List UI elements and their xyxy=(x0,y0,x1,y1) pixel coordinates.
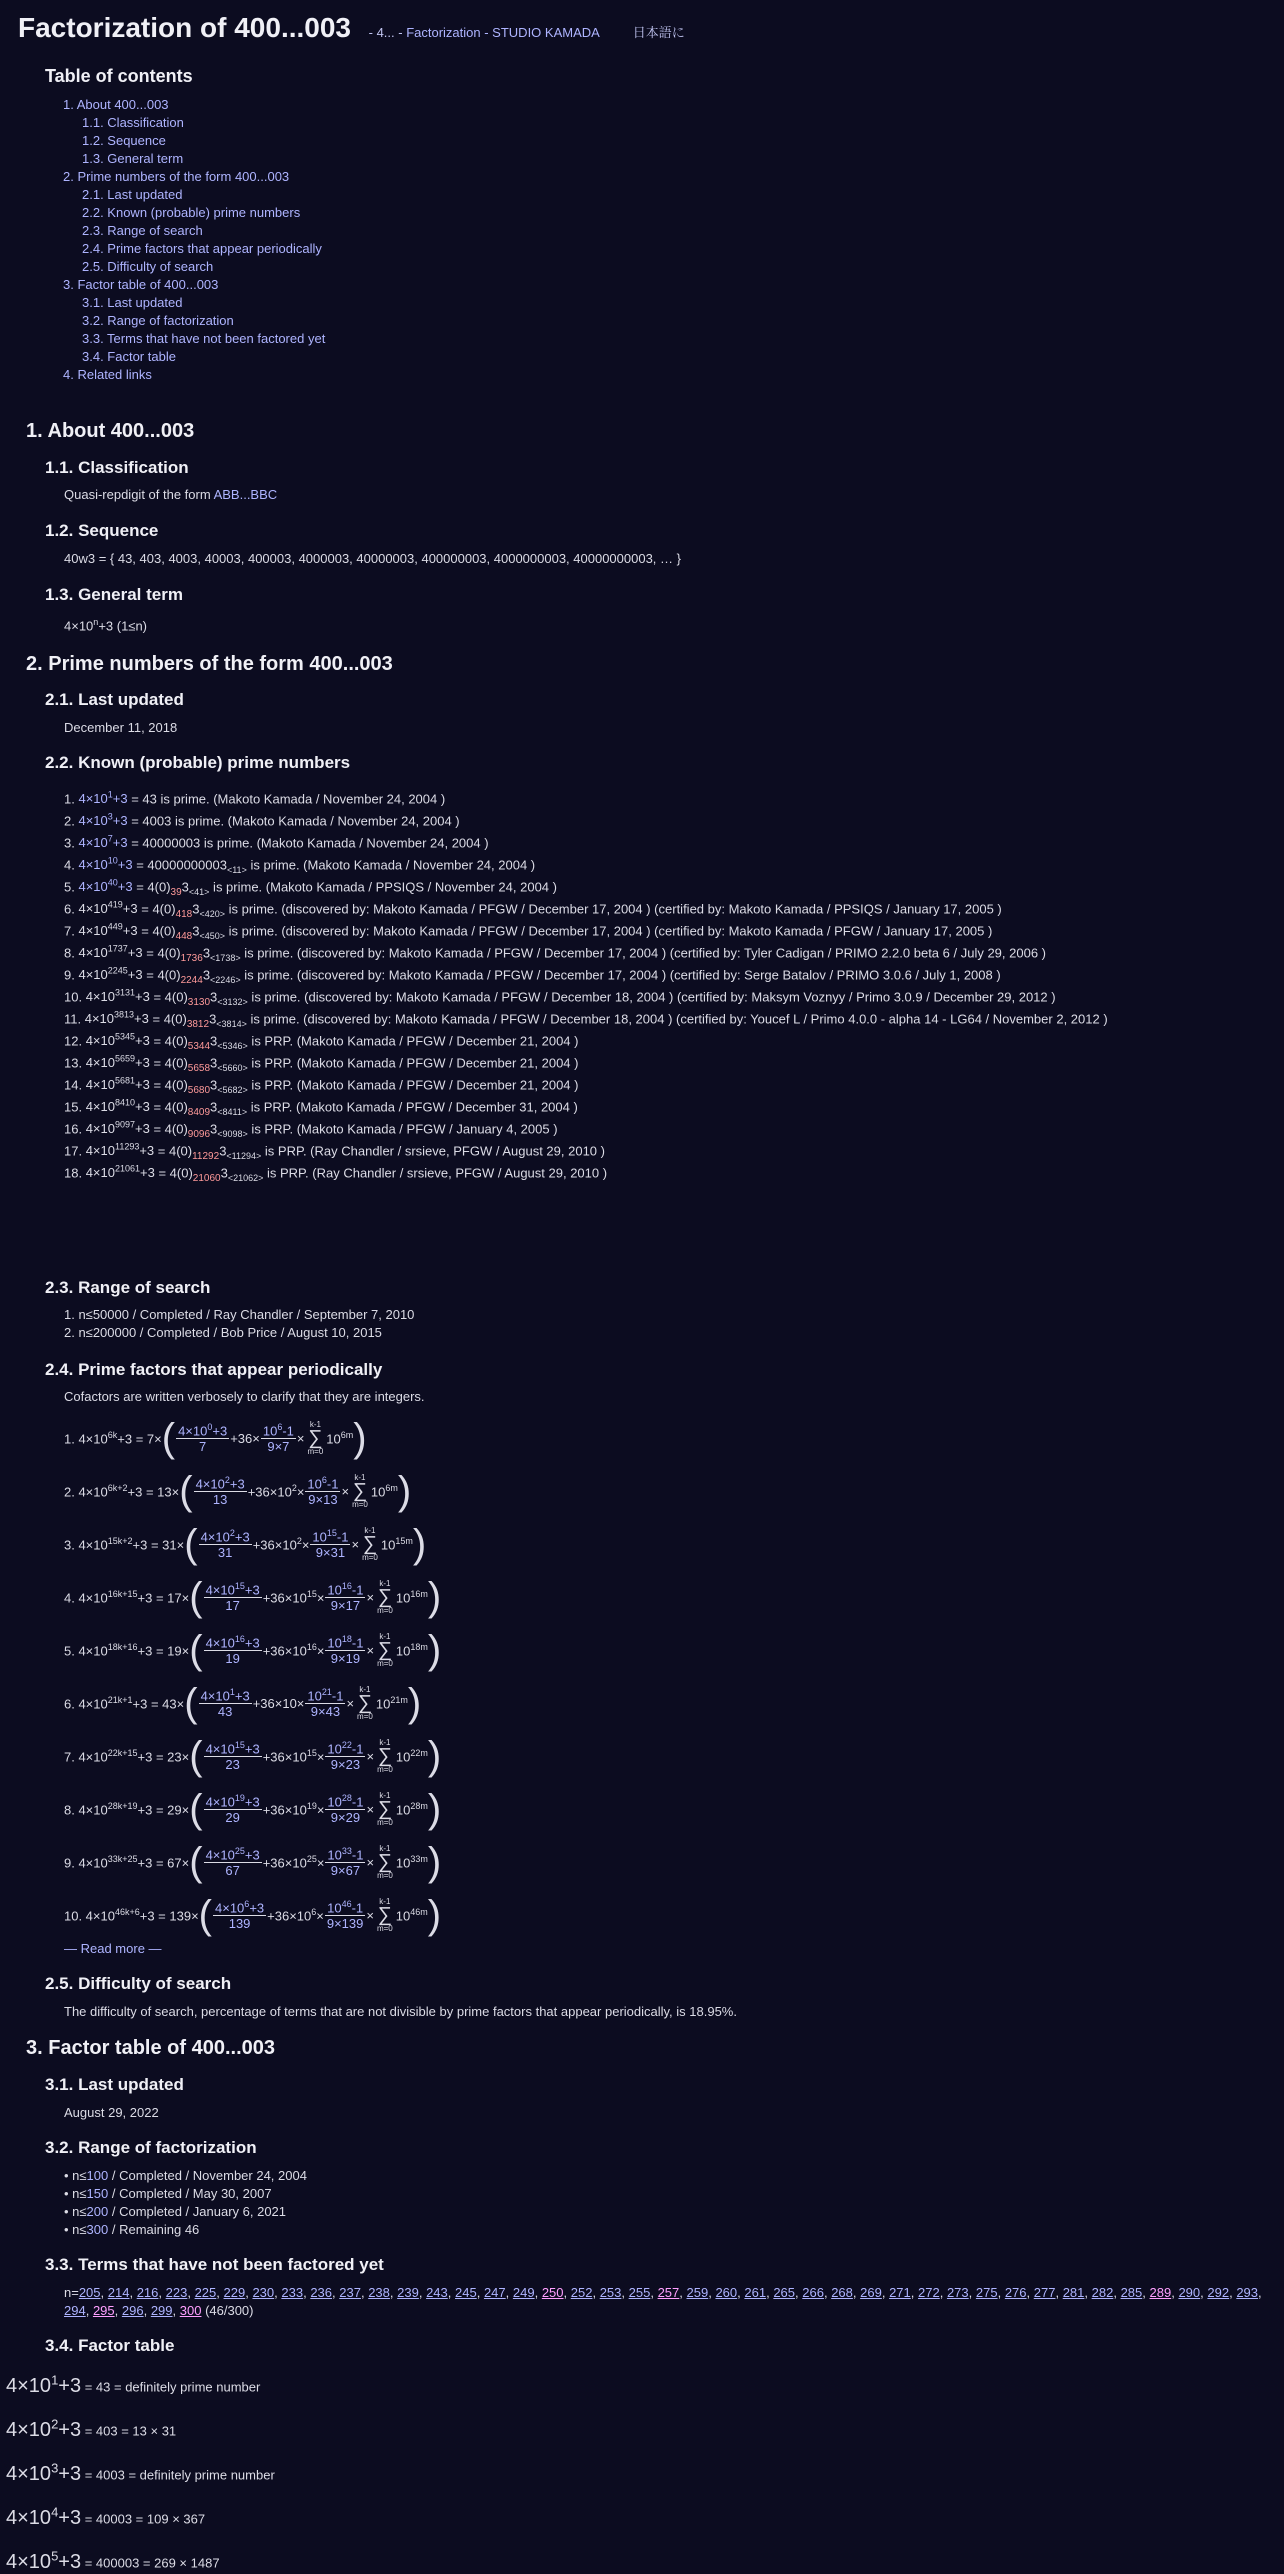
factorization-range-item: • n≤300 / Remaining 46 xyxy=(64,2222,200,2237)
periodic-formula: 9. $4\times 10^{33k+25}+3 = 67\times$ ( $\frac{4\times 10^{25}+3}{67}$ $+36\times 10^{25}\times$ $\frac{10^{33}-1}{9\times 67}$ × k-1 ∑ m=0 $10^{33m}$ ) xyxy=(64,1840,442,1884)
sequence-heading: 1.2. Sequence xyxy=(45,521,159,540)
prime-item: 3. $4\times 10^7+3 = 40000003$ is prime. (Makoto Kamada / November 24, 2004 ) xyxy=(64,834,489,851)
factor-row: $4\times 10^3+3 = 4003$ = definitely prime number xyxy=(6,2460,275,2485)
s2-last-updated-date: December 11, 2018 xyxy=(64,720,178,735)
s2-last-updated-heading: 2.1. Last updated xyxy=(45,690,184,709)
toc-item[interactable]: 2. Prime numbers of the form 400...003 xyxy=(63,169,290,184)
unfactored-term-link[interactable]: 273 xyxy=(946,2285,969,2300)
factorization-range-item: • n≤150 / Completed / May 30, 2007 xyxy=(64,2186,272,2201)
unfactored-term-link[interactable]: 260 xyxy=(715,2285,738,2300)
periodic-formula: 8. $4\times 10^{28k+19}+3 = 29\times$ ( $\frac{4\times 10^{19}+3}{29}$ $+36\times 10^{19}\times$ $\frac{10^{28}-1}{9\times 29}$ × k-1 ∑ m=0 $10^{28m}$ ) xyxy=(64,1787,442,1831)
periodic-formula: 1. $4\times 10^{6k}+3 = 7\times$ ( $\frac{4\times 10^0+3}{7}$ +36× $\frac{10^6-1}{9\times 7}$ × k-1 ∑ m=0 $10^{6m}$ ) xyxy=(64,1416,367,1460)
unfactored-term-link[interactable]: 300 xyxy=(179,2303,202,2318)
range-of-search-heading: 2.3. Range of search xyxy=(45,1278,211,1297)
periodic-formula: 2. $4\times 10^{6k+2}+3 = 13\times$ ( $\frac{4\times 10^2+3}{13}$ $+36\times 10^2\times$ $\frac{10^6-1}{9\times 13}$ × k-1 ∑ m=0 $10^{6m}$ ) xyxy=(64,1469,412,1513)
toc-item[interactable]: 3. Factor table of 400...003 xyxy=(63,277,219,292)
prime-link[interactable]: $4\times 10^{10}+3$ xyxy=(78,856,133,873)
classification-heading: 1.1. Classification xyxy=(45,458,189,477)
s3-last-updated-date: August 29, 2022 xyxy=(64,2105,159,2120)
prime-item: 10. $4\times 10^{3131}+3 = 4(0)_{3130}3_{<3132>}$ is prime. (discovered by: Makoto Kamada / PFGW / December 18, 2004 ) (certified by: Maksym Voznyy / Primo 3.0.9 / December 29, 2012 ) xyxy=(64,988,1056,1008)
unfactored-term-link[interactable]: 225 xyxy=(194,2285,217,2300)
general-term-heading: 1.3. General term xyxy=(45,585,183,604)
factor-table-heading: 3.4. Factor table xyxy=(45,2336,175,2355)
toc-subitem[interactable]: 1.3. General term xyxy=(82,151,184,166)
unfactored-term-link[interactable]: 259 xyxy=(686,2285,709,2300)
difficulty-text: The difficulty of search, percentage of terms that are not divisible by prime factors that appear periodically, is 18.95%. xyxy=(64,2004,737,2019)
unfactored-term-link[interactable]: 223 xyxy=(165,2285,188,2300)
unfactored-term-link[interactable]: 245 xyxy=(455,2285,477,2300)
unfactored-term-link[interactable]: 230 xyxy=(252,2285,275,2300)
unfactored-term-link[interactable]: 243 xyxy=(426,2285,448,2300)
unfactored-term-link[interactable]: 233 xyxy=(281,2285,304,2300)
unfactored-term-link[interactable]: 236 xyxy=(310,2285,333,2300)
unfactored-term-link[interactable]: 214 xyxy=(107,2285,130,2300)
prime-link[interactable]: $4\times 10^3+3$ xyxy=(78,812,128,829)
unfactored-term-link[interactable]: 239 xyxy=(397,2285,419,2300)
prime-item: 5. $4\times 10^{40}+3 = 4(0)_{39}3_{<41>}$ is prime. (Makoto Kamada / PPSIQS / November 24, 2004 ) xyxy=(64,878,557,898)
range-item: 2. n≤200000 / Completed / Bob Price / August 10, 2015 xyxy=(64,1325,382,1340)
toc-subitem[interactable]: 1.1. Classification xyxy=(82,115,184,130)
factor-row: $4\times 10^4+3 = 40003 = 109 \times 367$ xyxy=(6,2504,206,2529)
toc-subitem[interactable]: 2.4. Prime factors that appear periodically xyxy=(82,241,322,256)
unfactored-term-link[interactable]: 266 xyxy=(802,2285,824,2300)
s3-last-updated-heading: 3.1. Last updated xyxy=(45,2075,184,2094)
unfactored-term-link[interactable]: 255 xyxy=(628,2285,651,2300)
factor-row: $4\times 10^5+3 = 400003 = 269 \times 1487$ xyxy=(6,2548,220,2573)
classification-text: Quasi-repdigit of the form ABB...BBC xyxy=(64,487,278,502)
prime-item: 7. $4\times 10^{449}+3 = 4(0)_{448}3_{<450>}$ is prime. (discovered by: Makoto Kamada / PFGW / December 17, 2004 ) (certified by: Makoto Kamada / PFGW / January 17, 2005 ) xyxy=(64,922,993,942)
abb-link[interactable]: ABB...BBC xyxy=(213,487,278,502)
toc-subitem[interactable]: 3.2. Range of factorization xyxy=(82,313,234,328)
known-primes-list xyxy=(64,784,1108,1184)
prime-item: 18. $4\times 10^{21061}+3 = 4(0)_{21060}3_{<21062>}$ is PRP. (Ray Chandler / srsieve, PFGW / August 29, 2010 ) xyxy=(64,1164,608,1184)
factorization-range-item: • n≤100 / Completed / November 24, 2004 xyxy=(64,2168,307,2183)
toc-item[interactable]: 1. About 400...003 xyxy=(63,97,169,112)
unfactored-term-link[interactable]: 290 xyxy=(1178,2285,1201,2300)
unfactored-term-link[interactable]: 252 xyxy=(570,2285,593,2300)
toc-subitem[interactable]: 2.1. Last updated xyxy=(82,187,183,202)
unfactored-term-link[interactable]: 296 xyxy=(121,2303,144,2318)
difficulty-heading: 2.5. Difficulty of search xyxy=(45,1974,232,1993)
range-link[interactable]: 100 xyxy=(86,2168,109,2183)
range-of-factorization-heading: 3.2. Range of factorization xyxy=(45,2138,257,2157)
unfactored-term-link[interactable]: 265 xyxy=(773,2285,796,2300)
prime-item: 16. $4\times 10^{9097}+3 = 4(0)_{9096}3_{<9098>}$ is PRP. (Makoto Kamada / PFGW / January 4, 2005 ) xyxy=(64,1120,558,1140)
toc-subitem[interactable]: 3.3. Terms that have not been factored yet xyxy=(82,331,326,346)
unfactored-term-link[interactable]: 269 xyxy=(860,2285,882,2300)
japanese-link[interactable]: 日本語に xyxy=(632,25,685,40)
periodic-formula: 10. $4\times 10^{46k+6}+3 = 139\times$ ( $\frac{4\times 10^6+3}{139}$ $+36\times 10^6\times$ $\frac{10^{46}-1}{9\times 139}$ × k-1 ∑ m=0 $10^{46m}$ ) xyxy=(64,1893,442,1937)
unfactored-term-link[interactable]: 293 xyxy=(1236,2285,1259,2300)
toc-item[interactable]: 4. Related links xyxy=(63,367,152,382)
unfactored-term-link[interactable]: 276 xyxy=(1004,2285,1027,2300)
toc-subitem[interactable]: 2.2. Known (probable) prime numbers xyxy=(82,205,301,220)
prime-link[interactable]: $4\times 10^7+3$ xyxy=(78,834,128,851)
page-title: Factorization of 400...003 xyxy=(18,12,351,43)
unfactored-term-link[interactable]: 257 xyxy=(657,2285,680,2300)
prime-link[interactable]: $4\times 10^1+3$ xyxy=(78,790,128,807)
table-of-contents xyxy=(63,96,325,384)
unfactored-term-link[interactable]: 295 xyxy=(92,2303,115,2318)
unfactored-term-link[interactable]: 271 xyxy=(889,2285,911,2300)
range-link[interactable]: 200 xyxy=(86,2204,109,2219)
range-item: 1. n≤50000 / Completed / Ray Chandler / September 7, 2010 xyxy=(64,1307,415,1322)
factorization-range-item: • n≤200 / Completed / January 6, 2021 xyxy=(64,2204,287,2219)
section-3-heading: 3. Factor table of 400...003 xyxy=(26,2037,275,2059)
read-more-link[interactable]: — Read more — xyxy=(64,1941,162,1956)
prime-item: 1. $4\times 10^1+3 = 43$ is prime. (Makoto Kamada / November 24, 2004 ) xyxy=(64,790,446,807)
unfactored-term-link[interactable]: 289 xyxy=(1149,2285,1172,2300)
toc-subitem[interactable]: 2.3. Range of search xyxy=(82,223,203,238)
prime-item: 15. $4\times 10^{8410}+3 = 4(0)_{8409}3_{<8411>}$ is PRP. (Makoto Kamada / PFGW / December 31, 2004 ) xyxy=(64,1098,578,1118)
periodic-formula: 6. $4\times 10^{21k+1}+3 = 43\times$ ( $\frac{4\times 10^1+3}{43}$ +36×10× $\frac{10^{21}-1}{9\times 43}$ × k-1 ∑ m=0 $10^{21m}$ ) xyxy=(64,1681,422,1725)
unfactored-term-link[interactable]: 247 xyxy=(483,2285,506,2300)
unfactored-term-link[interactable]: 261 xyxy=(744,2285,767,2300)
range-of-search-list xyxy=(64,1306,414,1342)
unfactored-term-link[interactable]: 294 xyxy=(64,2303,86,2318)
unfactored-term-link[interactable]: 253 xyxy=(599,2285,622,2300)
factor-row: $4\times 10^1+3 = 43$ = definitely prime number xyxy=(6,2372,261,2397)
sequence-text: 40w3 = { 43, 403, 4003, 40003, 400003, 4000003, 40000003, 400000003, 4000000003, 40000000003, … } xyxy=(64,551,681,566)
toc-heading: Table of contents xyxy=(45,66,193,86)
unfactored-term-link[interactable]: 282 xyxy=(1091,2285,1114,2300)
prime-item: 8. $4\times 10^{1737}+3 = 4(0)_{1736}3_{<1738>}$ is prime. (discovered by: Makoto Kamada / PFGW / December 17, 2004 ) (certified by: Tyler Cadigan / PRIMO 2.2.0 beta 6 / July 29, 2006 ) xyxy=(64,944,1046,964)
unfactored-term-link[interactable]: 277 xyxy=(1033,2285,1056,2300)
unfactored-terms: n=205, 214, 216, 223, 225, 229, 230, 233, 236, 237, 238, 239, 243, 245, 247, 249, 250, 252, 253, 255, 257, 259, 260, 261, 265, 266, 268, 269, 271, 272, 273, 275, 276, 277, 281, 282, 285, 289, 290, 292, 293, 294, 295, 296, 299, 300 (46/300) xyxy=(64,2285,1262,2318)
toc-subitem[interactable]: 3.4. Factor table xyxy=(82,349,176,364)
page-header xyxy=(18,12,685,44)
unfactored-term-link[interactable]: 205 xyxy=(78,2285,101,2300)
studio-link[interactable]: Factorization - STUDIO KAMADA xyxy=(406,25,600,40)
periodic-formula: 5. $4\times 10^{18k+16}+3 = 19\times$ ( $\frac{4\times 10^{16}+3}{19}$ $+36\times 10^{16}\times$ $\frac{10^{18}-1}{9\times 19}$ × k-1 ∑ m=0 $10^{18m}$ ) xyxy=(64,1628,442,1672)
periodic-formula: 4. $4\times 10^{16k+15}+3 = 17\times$ ( $\frac{4\times 10^{15}+3}{17}$ $+36\times 10^{15}\times$ $\frac{10^{16}-1}{9\times 17}$ × k-1 ∑ m=0 $10^{16m}$ ) xyxy=(64,1575,442,1619)
prime-item: 17. $4\times 10^{11293}+3 = 4(0)_{11292}3_{<11294>}$ is PRP. (Ray Chandler / srsieve, PFGW / August 29, 2010 ) xyxy=(64,1142,605,1162)
prime-item: 12. $4\times 10^{5345}+3 = 4(0)_{5344}3_{<5346>}$ is PRP. (Makoto Kamada / PFGW / December 21, 2004 ) xyxy=(64,1032,579,1052)
prime-item: 2. $4\times 10^3+3 = 4003$ is prime. (Makoto Kamada / November 24, 2004 ) xyxy=(64,812,460,829)
unfactored-term-link[interactable]: 285 xyxy=(1120,2285,1143,2300)
page-subtitle: - 4... - Factorization - STUDIO KAMADA xyxy=(368,25,600,40)
unfactored-term-link[interactable]: 237 xyxy=(339,2285,361,2300)
section-2-heading: 2. Prime numbers of the form 400...003 xyxy=(26,653,393,675)
toc-subitem[interactable]: 2.5. Difficulty of search xyxy=(82,259,214,274)
range-link[interactable]: 150 xyxy=(86,2186,109,2201)
unfactored-term-link[interactable]: 238 xyxy=(368,2285,390,2300)
prime-item: 9. $4\times 10^{2245}+3 = 4(0)_{2244}3_{<2246>}$ is prime. (discovered by: Makoto Kamada / PFGW / December 17, 2004 ) (certified by: Serge Batalov / PRIMO 3.0.6 / July 1, 2008 ) xyxy=(64,966,1001,986)
prime-item: 4. $4\times 10^{10}+3 = 40000000003_{<11>}$ is prime. (Makoto Kamada / November 24, 2004 ) xyxy=(64,856,536,875)
unfactored-term-link[interactable]: 272 xyxy=(918,2285,940,2300)
unfactored-term-link[interactable]: 216 xyxy=(136,2285,159,2300)
prime-item: 13. $4\times 10^{5659}+3 = 4(0)_{5658}3_{<5660>}$ is PRP. (Makoto Kamada / PFGW / December 21, 2004 ) xyxy=(64,1054,579,1074)
range-of-factorization-list xyxy=(64,2167,307,2239)
unfactored-term-link[interactable]: 281 xyxy=(1062,2285,1085,2300)
toc-subitem[interactable]: 1.2. Sequence xyxy=(82,133,166,148)
unfactored-term-link[interactable]: 299 xyxy=(150,2303,173,2318)
unfactored-term-link[interactable]: 229 xyxy=(223,2285,246,2300)
unfactored-term-link[interactable]: 250 xyxy=(541,2285,564,2300)
known-primes-heading: 2.2. Known (probable) prime numbers xyxy=(45,753,351,772)
section-1-heading: 1. About 400...003 xyxy=(26,420,195,442)
periodic-formula: 3. $4\times 10^{15k+2}+3 = 31\times$ ( $\frac{4\times 10^2+3}{31}$ $+36\times 10^2\times$ $\frac{10^{15}-1}{9\times 31}$ × k-1 ∑ m=0 $10^{15m}$ ) xyxy=(64,1522,427,1566)
unfactored-term-link[interactable]: 249 xyxy=(512,2285,535,2300)
unfactored-heading: 3.3. Terms that have not been factored yet xyxy=(45,2255,384,2274)
range-link[interactable]: 300 xyxy=(86,2222,109,2237)
unfactored-term-link[interactable]: 275 xyxy=(975,2285,998,2300)
periodic-intro: Cofactors are written verbosely to clarify that they are integers. xyxy=(64,1389,425,1404)
unfactored-term-link[interactable]: 268 xyxy=(831,2285,853,2300)
general-term: $4\times 10^n+3$ (1≤n) xyxy=(64,617,147,634)
unfactored-term-link[interactable]: 292 xyxy=(1207,2285,1230,2300)
periodic-formula: 7. $4\times 10^{22k+15}+3 = 23\times$ ( $\frac{4\times 10^{15}+3}{23}$ $+36\times 10^{15}\times$ $\frac{10^{22}-1}{9\times 23}$ × k-1 ∑ m=0 $10^{22m}$ ) xyxy=(64,1734,442,1778)
periodic-heading: 2.4. Prime factors that appear periodically xyxy=(45,1360,383,1379)
prime-item: 6. $4\times 10^{419}+3 = 4(0)_{418}3_{<420>}$ is prime. (discovered by: Makoto Kamada / PFGW / December 17, 2004 ) (certified by: Makoto Kamada / PPSIQS / January 17, 2005 ) xyxy=(64,900,1002,920)
prime-item: 11. $4\times 10^{3813}+3 = 4(0)_{3812}3_{<3814>}$ is prime. (discovered by: Makoto Kamada / PFGW / December 18, 2004 ) (certified by: Youcef L / Primo 4.0.0 - alpha 14 - LG64 / November 2, 2012 ) xyxy=(64,1010,1108,1030)
prime-item: 14. $4\times 10^{5681}+3 = 4(0)_{5680}3_{<5682>}$ is PRP. (Makoto Kamada / PFGW / December 21, 2004 ) xyxy=(64,1076,579,1096)
factor-row: $4\times 10^2+3 = 403 = 13 \times 31$ xyxy=(6,2416,177,2441)
toc-subitem[interactable]: 3.1. Last updated xyxy=(82,295,183,310)
prime-link[interactable]: $4\times 10^{40}+3$ xyxy=(78,878,133,895)
